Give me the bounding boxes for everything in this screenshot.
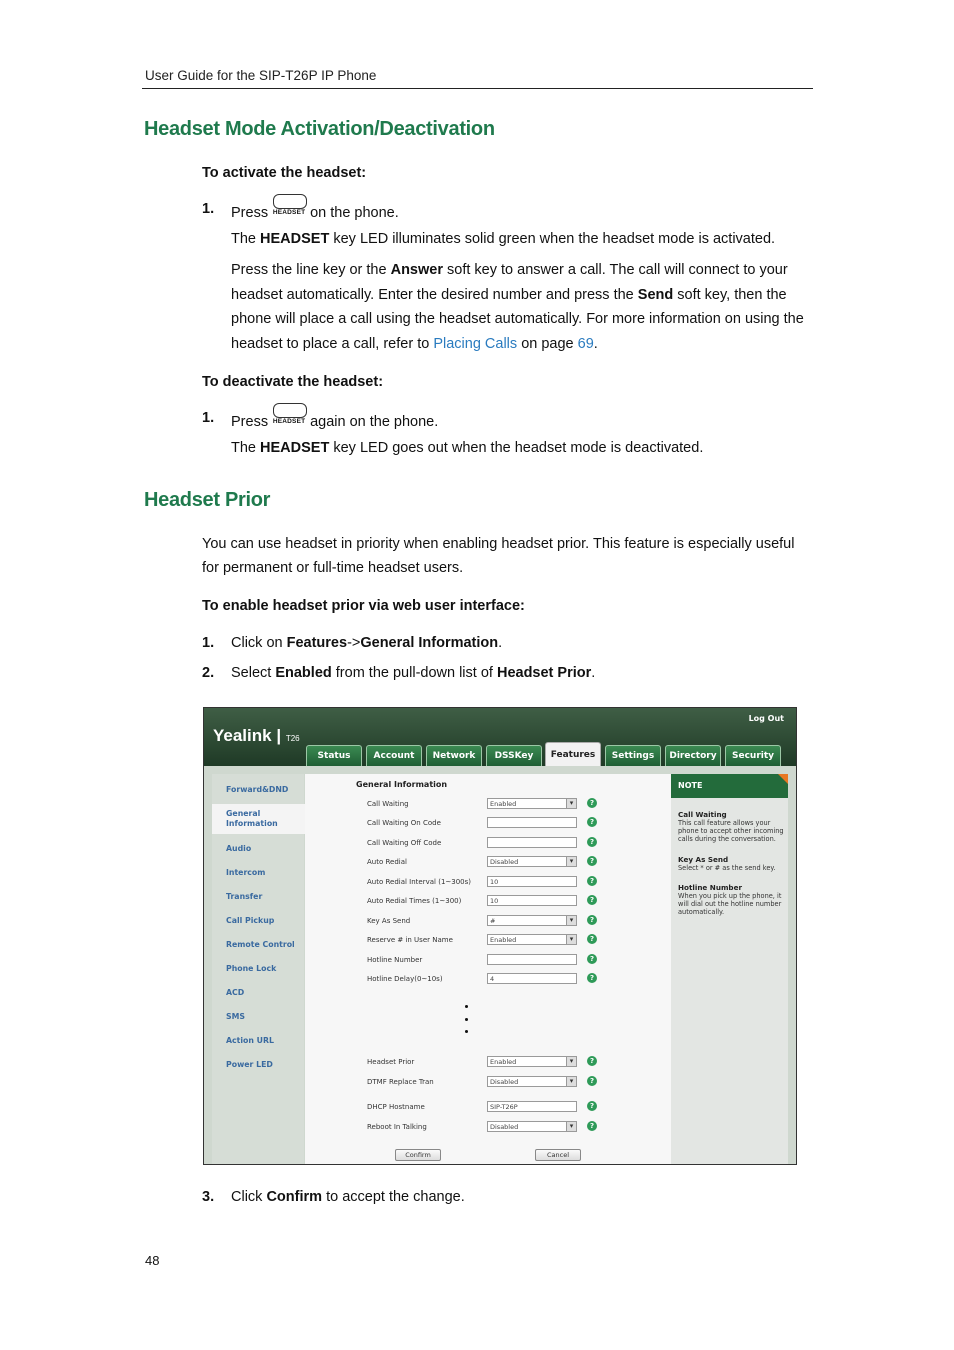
cancel-button[interactable]: Cancel xyxy=(535,1149,581,1161)
activate-step: Press HEADSET on the phone. xyxy=(231,194,399,218)
field-label: Auto Redial Times (1~300) xyxy=(367,897,462,905)
running-header: User Guide for the SIP-T26P IP Phone xyxy=(145,68,377,83)
note-corner xyxy=(778,774,788,784)
web-step-2: Select Enabled from the pull-down list of Headset Prior. xyxy=(231,665,596,681)
section-title-headset-prior: Headset Prior xyxy=(144,489,271,511)
yealink-logo: Yealink | T26 xyxy=(213,726,300,745)
help-icon[interactable]: ? xyxy=(587,1101,597,1111)
dtmf-replace-tran-select[interactable]: Disabled ▾ xyxy=(487,1076,577,1087)
logout-link[interactable]: Log Out xyxy=(748,714,784,723)
note-text: When you pick up the phone, it will dial out the hotline number automatically. xyxy=(678,892,782,916)
note-header: NOTE xyxy=(671,774,788,798)
help-icon[interactable]: ? xyxy=(587,915,597,925)
help-icon[interactable]: ? xyxy=(587,817,597,827)
call-waiting-on-code-input[interactable] xyxy=(487,817,577,828)
field-label: Hotline Delay(0~10s) xyxy=(367,975,443,983)
field-label: Call Waiting Off Code xyxy=(367,839,442,847)
led-on-text: The HEADSET key LED illuminates solid green when the headset mode is activated. xyxy=(231,231,776,247)
step-number: 1. xyxy=(202,635,215,651)
field-label: DTMF Replace Tran xyxy=(367,1078,434,1086)
note-panel xyxy=(671,774,788,1164)
headset-key-icon: HEADSET xyxy=(271,194,307,218)
page-link[interactable]: 69 xyxy=(577,336,594,353)
sidebar-item-transfer[interactable]: Transfer xyxy=(226,892,263,901)
reserve-hash-select[interactable]: Enabled ▾ xyxy=(487,934,577,945)
note-text: Select * or # as the send key. xyxy=(678,864,776,872)
help-icon[interactable]: ? xyxy=(587,954,597,964)
sidebar-item-general-information[interactable]: General Information xyxy=(226,809,278,828)
sidebar-item-acd[interactable]: ACD xyxy=(226,988,245,997)
step-number: 3. xyxy=(202,1189,215,1205)
ellipsis-dot xyxy=(465,1018,468,1021)
field-label: DHCP Hostname xyxy=(367,1103,425,1111)
sidebar-item-action-url[interactable]: Action URL xyxy=(226,1036,274,1045)
reboot-in-talking-select[interactable]: Disabled ▾ xyxy=(487,1121,577,1132)
sidebar-item-phone-lock[interactable]: Phone Lock xyxy=(226,964,277,973)
deactivate-step: Press HEADSET again on the phone. xyxy=(231,403,438,427)
led-off-text: The HEADSET key LED goes out when the headset mode is deactivated. xyxy=(231,440,704,456)
help-icon[interactable]: ? xyxy=(587,1121,597,1131)
tab-account[interactable]: Account xyxy=(366,745,422,766)
deactivate-heading: To deactivate the headset: xyxy=(202,374,384,390)
headset-prior-intro: You can use headset in priority when enabling headset prior. This feature is especially useful for permanent or full-time headset users. xyxy=(202,536,795,576)
note-title: Call Waiting xyxy=(678,810,727,819)
header-rule xyxy=(142,88,813,89)
note-title: Hotline Number xyxy=(678,883,742,892)
web-top-bar xyxy=(204,708,796,766)
placing-calls-link[interactable]: Placing Calls xyxy=(433,336,518,353)
dhcp-hostname-input[interactable]: SIP-T26P xyxy=(487,1101,577,1112)
field-label: Reserve # in User Name xyxy=(367,936,453,944)
step-number: 2. xyxy=(202,665,215,681)
step-number: 1. xyxy=(202,201,215,217)
field-label: Auto Redial xyxy=(367,858,407,866)
sidebar-item-remote-control[interactable]: Remote Control xyxy=(226,940,295,949)
field-label: Key As Send xyxy=(367,917,411,925)
field-label: Auto Redial Interval (1~300s) xyxy=(367,878,472,886)
tab-settings[interactable]: Settings xyxy=(605,745,661,766)
auto-redial-select[interactable]: Disabled ▾ xyxy=(487,856,577,867)
sidebar-item-intercom[interactable]: Intercom xyxy=(226,868,266,877)
field-label: Hotline Number xyxy=(367,956,423,964)
key-as-send-select[interactable]: # ▾ xyxy=(487,915,577,926)
sidebar-item-call-pickup[interactable]: Call Pickup xyxy=(226,916,275,925)
tab-security[interactable]: Security xyxy=(725,745,781,766)
call-waiting-off-code-input[interactable] xyxy=(487,837,577,848)
auto-redial-times-input[interactable]: 10 xyxy=(487,895,577,906)
help-icon[interactable]: ? xyxy=(587,934,597,944)
web-step-3: Click Confirm to accept the change. xyxy=(231,1189,465,1205)
help-icon[interactable]: ? xyxy=(587,895,597,905)
headset-prior-select[interactable]: Enabled ▾ xyxy=(487,1056,577,1067)
tab-network[interactable]: Network xyxy=(426,745,482,766)
confirm-button[interactable]: Confirm xyxy=(395,1149,441,1161)
web-heading: To enable headset prior via web user interface: xyxy=(202,598,525,614)
sidebar-item-audio[interactable]: Audio xyxy=(226,844,252,853)
tab-dsskey[interactable]: DSSKey xyxy=(486,745,542,766)
sidebar-item-forward-dnd[interactable]: Forward&DND xyxy=(226,785,289,794)
note-title: Key As Send xyxy=(678,855,729,864)
help-icon[interactable]: ? xyxy=(587,856,597,866)
note-text: This call feature allows your phone to accept other incoming calls during the conversation. xyxy=(678,819,784,843)
headset-key-icon: HEADSET xyxy=(271,403,307,427)
tab-features[interactable]: Features xyxy=(545,742,601,766)
call-waiting-select[interactable]: Enabled ▾ xyxy=(487,798,577,809)
tab-directory[interactable]: Directory xyxy=(665,745,721,766)
step-number: 1. xyxy=(202,410,215,426)
help-icon[interactable]: ? xyxy=(587,876,597,886)
field-label: Call Waiting On Code xyxy=(367,819,441,827)
field-label: Headset Prior xyxy=(367,1058,415,1066)
web-step-1: Click on Features->General Information. xyxy=(231,635,503,651)
help-icon[interactable]: ? xyxy=(587,973,597,983)
activate-heading: To activate the headset: xyxy=(202,165,367,181)
field-label: Reboot In Talking xyxy=(367,1123,427,1131)
help-icon[interactable]: ? xyxy=(587,798,597,808)
panel-title: General Information xyxy=(356,780,448,789)
help-icon[interactable]: ? xyxy=(587,837,597,847)
hotline-number-input[interactable] xyxy=(487,954,577,965)
help-icon[interactable]: ? xyxy=(587,1056,597,1066)
answer-paragraph: Press the line key or the Answer soft key to answer a call. The call will connect to your headset automatically. Enter the desired number and press the Send soft key, then the phone will place a call using the headset automatically. For more information on using the headset to place a call, refer to Placing Calls on page 69. xyxy=(231,262,804,353)
help-icon[interactable]: ? xyxy=(587,1076,597,1086)
sidebar-item-sms[interactable]: SMS xyxy=(226,1012,245,1021)
auto-redial-interval-input[interactable]: 10 xyxy=(487,876,577,887)
hotline-delay-input[interactable]: 4 xyxy=(487,973,577,984)
field-label: Call Waiting xyxy=(367,800,409,808)
web-ui-screenshot xyxy=(203,707,797,1165)
tab-status[interactable]: Status xyxy=(306,745,362,766)
ellipsis-dot xyxy=(465,1005,468,1008)
section-title-headset-mode: Headset Mode Activation/Deactivation xyxy=(144,118,495,140)
sidebar-item-power-led[interactable]: Power LED xyxy=(226,1060,273,1069)
page-number: 48 xyxy=(145,1253,160,1268)
ellipsis-dot xyxy=(465,1030,468,1033)
